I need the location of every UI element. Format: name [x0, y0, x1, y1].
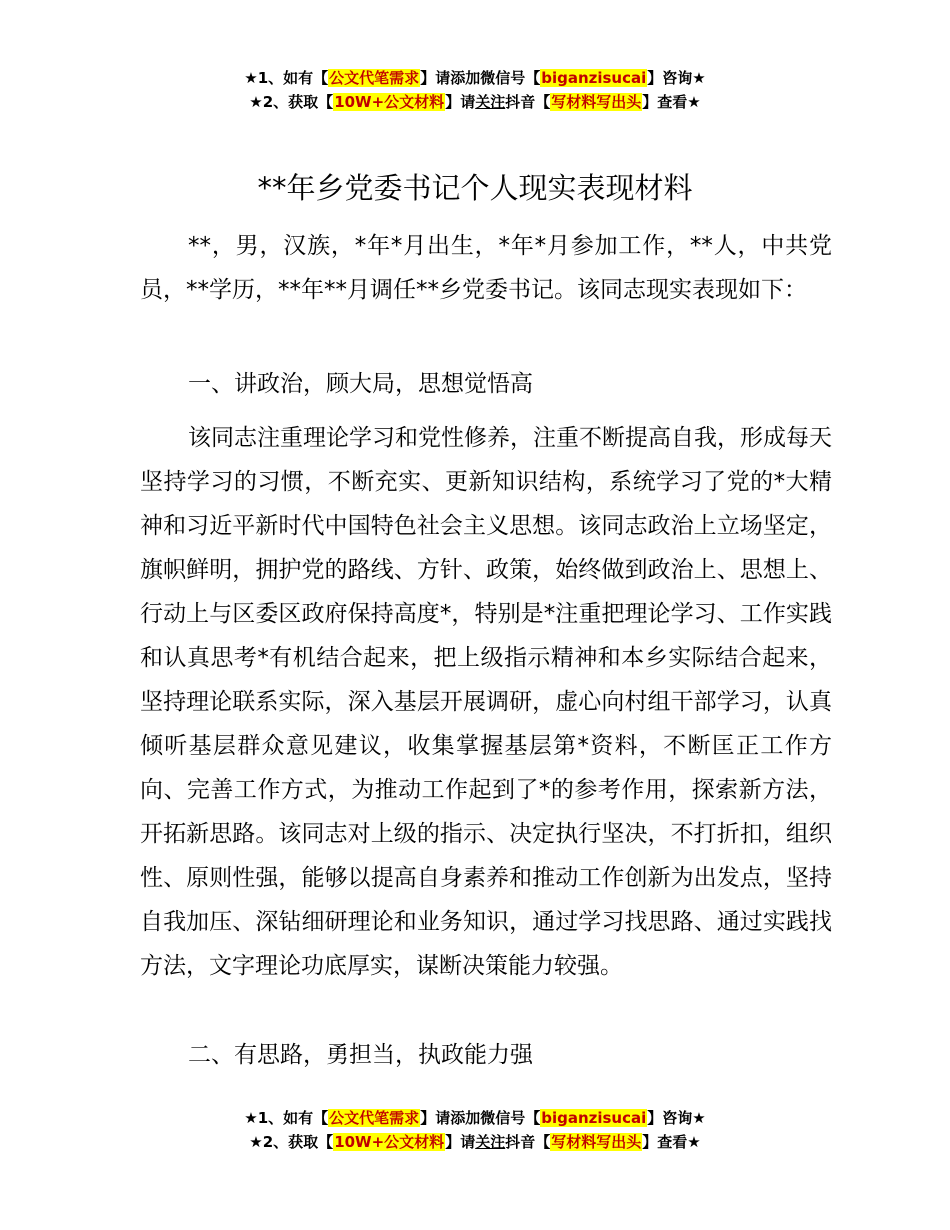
header-banner — [0, 66, 950, 114]
banner-line-1 — [0, 66, 950, 90]
section-heading-2: 二、有思路，勇担当，执政能力强 — [188, 1042, 533, 1068]
section-heading-1: 一、讲政治，顾大局，思想觉悟高 — [188, 371, 533, 397]
banner-text: ★1、如有【 — [244, 1109, 329, 1127]
banner-text: ★2、获取【 — [249, 1133, 334, 1151]
highlight-text: 写材料写出头 — [551, 1133, 642, 1151]
intro-paragraph: **，男，汉族，*年*月出生，*年*月参加工作，**人，中共党员，**学历，**年**月调任**乡党委书记。该同志现实表现如下： — [140, 233, 832, 303]
highlight-text: 公文代笔需求 — [329, 69, 420, 87]
banner-line-2 — [0, 90, 950, 114]
banner-text: 】咨询★ — [647, 69, 706, 87]
banner-line-1 — [0, 1106, 950, 1130]
highlight-text: 公文代笔需求 — [329, 1109, 420, 1127]
banner-text: 】咨询★ — [647, 1109, 706, 1127]
banner-text: 】查看★ — [642, 1133, 701, 1151]
underlined-text: 关注 — [475, 1133, 506, 1151]
banner-line-2 — [0, 1130, 950, 1154]
section-1-paragraph: 该同志注重理论学习和党性修养，注重不断提高自我，形成每天坚持学习的习惯，不断充实、更新知识结构，系统学习了党的*大精神和习近平新时代中国特色社会主义思想。该同志政治上立场坚定，旗帜鲜明，拥护党的路线、方针、政策，始终做到政治上、思想上、行动上与区委区政府保持高度*，特别是*注重把理论学习、工作实践和认真思考*有机结合起来，把上级指示精神和本乡实际结合起来，坚持理论联系实际，深入基层开展调研，虚心向村组干部学习，认真倾听基层群众意见建议，收集掌握基层第*资料，不断匡正工作方向、完善工作方式，为推动工作起到了*的参考作用，探索新方法，开拓新思路。该同志对上级的指示、决定执行坚决，不打折扣，组织性、原则性强，能够以提高自身素养和推动工作创新为出发点，坚持自我加压、深钻细研理论和业务知识，通过学习找思路、通过实践找方法，文字理论功底厚实，谋断决策能力较强。 — [140, 425, 832, 979]
footer-banner — [0, 1106, 950, 1154]
underlined-text: 关注 — [475, 93, 506, 111]
banner-text: 】请添加微信号【 — [420, 1109, 541, 1127]
wechat-id: biganzisucai — [541, 1109, 647, 1127]
banner-text: 抖音【 — [505, 93, 551, 111]
banner-text: 抖音【 — [505, 1133, 551, 1151]
banner-text: 】请 — [445, 93, 476, 111]
highlight-text: 10W+公文材料 — [334, 93, 445, 111]
highlight-text: 写材料写出头 — [551, 93, 642, 111]
banner-text: 】查看★ — [642, 93, 701, 111]
wechat-id: biganzisucai — [541, 69, 647, 87]
document-title: **年乡党委书记个人现实表现材料 — [257, 171, 693, 205]
highlight-text: 10W+公文材料 — [334, 1133, 445, 1151]
banner-text: ★1、如有【 — [244, 69, 329, 87]
banner-text: 】请 — [445, 1133, 476, 1151]
banner-text: ★2、获取【 — [249, 93, 334, 111]
banner-text: 】请添加微信号【 — [420, 69, 541, 87]
